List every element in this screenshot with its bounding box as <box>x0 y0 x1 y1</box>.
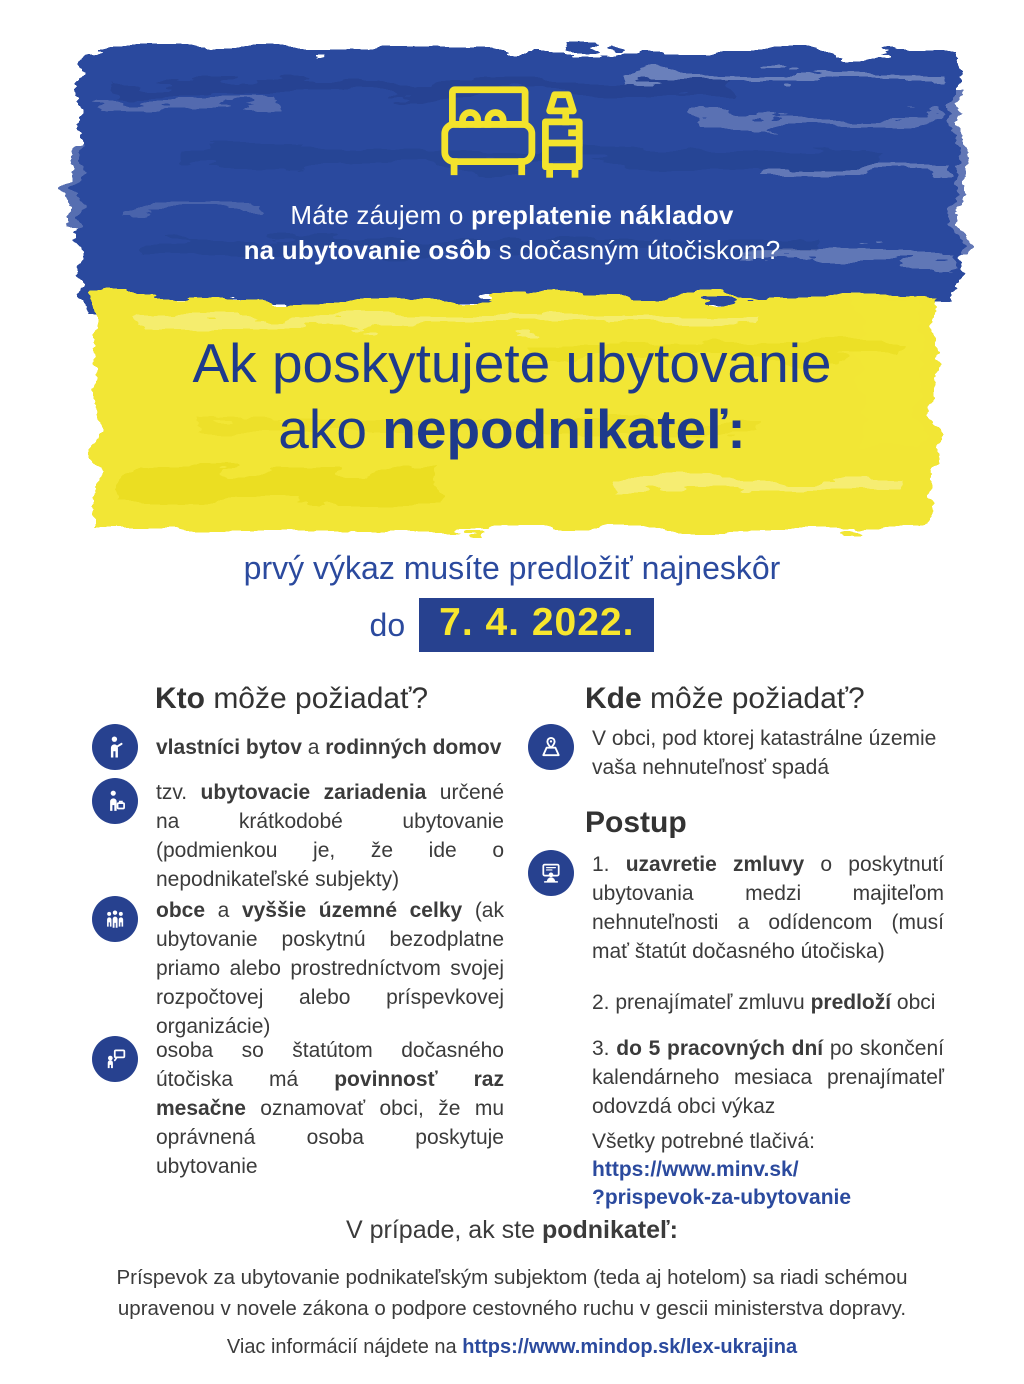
person-speech-icon <box>92 1036 138 1082</box>
step-text: 2. prenajímateľ zmluvu predloží obci <box>592 991 936 1014</box>
step-item-2 <box>528 988 1010 1017</box>
person-luggage-icon <box>92 778 138 824</box>
business-case-heading: V prípade, ak ste podnikateľ: <box>346 1216 678 1244</box>
map-pin-icon <box>528 724 574 770</box>
section-heading-kde: Kde môže požiadať? <box>585 682 865 715</box>
list-item-where <box>528 724 946 782</box>
list-item-municipalities <box>92 896 512 1041</box>
header-question <box>0 198 1024 268</box>
deadline-do-label: do <box>369 606 406 643</box>
header-line-2: na ubytovanie osôb s dočasným útočiskom? <box>243 235 781 265</box>
list-item-text: vlastníci bytov a rodinných domov <box>156 735 502 759</box>
forms-block <box>592 1128 944 1212</box>
header-line-1: Máte záujem o preplatenie nákladov <box>290 200 734 230</box>
list-item-facilities <box>92 778 512 894</box>
more-info-link[interactable]: https://www.mindop.sk/lex-ukrajina <box>462 1336 798 1358</box>
list-item-text: tzv. ubytovacie zariadenia určené na krátkodobé ubytovanie (podmienkou je, že ide o nepodnikateľské subjekty) <box>156 781 504 891</box>
contract-screen-icon <box>528 850 574 896</box>
title-line-2: ako nepodnikateľ: <box>278 398 746 460</box>
step-text: 3. do 5 pracovných dní po skončení kalendárneho mesiaca prenajímateľ odovzdá obci výkaz <box>592 1037 944 1118</box>
person-owner-icon <box>92 724 138 770</box>
forms-link-line-2[interactable]: ?prispevok-za-ubytovanie <box>592 1186 852 1209</box>
list-item-text: V obci, pod ktorej katastrálne územie vaša nehnuteľnosť spadá <box>592 727 937 779</box>
list-item-text: obce a vyššie územné celky (ak ubytovanie poskytnú bezodplatne priamo alebo prostredníctvom svojej rozpočtovej alebo príspevkovej organizácie) <box>156 899 504 1038</box>
step-item-1 <box>528 850 946 966</box>
section-heading-postup: Postup <box>585 806 687 839</box>
step-text: 1. uzavretie zmluvy o poskytnutí ubytovania medzi majiteľom nehnuteľnosti a odídencom (musí mať štatút dočasného útočiska) <box>592 853 944 963</box>
list-item-owners <box>92 724 512 770</box>
deadline-date-badge: 7. 4. 2022. <box>419 598 654 652</box>
deadline-line: prvý výkaz musíte predložiť najneskôr <box>243 550 781 586</box>
forms-label: Všetky potrebné tlačivá: <box>592 1130 815 1153</box>
bed-nightstand-icon <box>438 82 586 182</box>
business-case-paragraph: Príspevok za ubytovanie podnikateľským subjektom (teda aj hotelom) sa riadi schémou upravenou v novele zákona o podpore cestovného ruchu v gescii ministerstva dopravy. <box>116 1266 908 1320</box>
step-item-3 <box>528 1034 1010 1121</box>
forms-link-line-1[interactable]: https://www.minv.sk/ <box>592 1158 799 1181</box>
section-heading-kto: Kto môže požiadať? <box>155 682 429 715</box>
list-item-monthly-report <box>92 1036 512 1181</box>
title-line-1: Ak poskytujete ubytovanie <box>192 332 832 394</box>
page-title <box>0 330 1024 462</box>
group-people-icon <box>92 896 138 942</box>
list-item-text: osoba so štatútom dočasného útočiska má povinnosť raz mesačne oznamovať obci, že mu oprávnená osoba poskytuje ubytovanie <box>156 1039 504 1178</box>
more-info-line: Viac informácií nájdete na https://www.mindop.sk/lex-ukrajina <box>226 1336 798 1358</box>
deadline-date-row <box>0 598 1024 652</box>
